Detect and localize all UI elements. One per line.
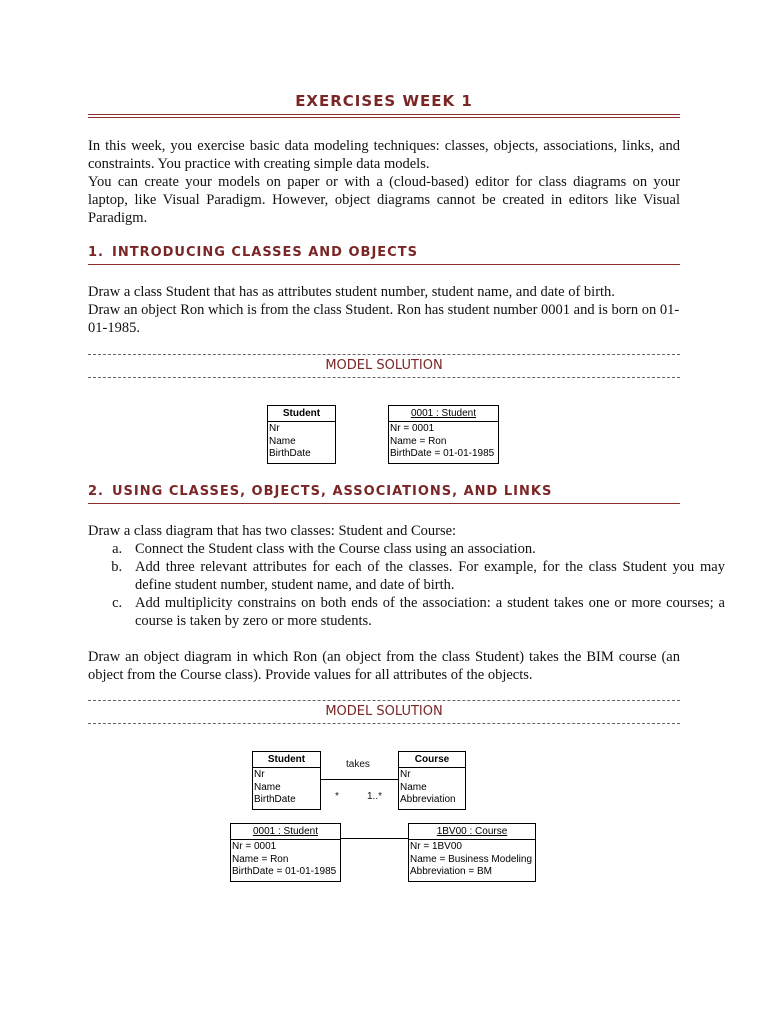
object-attributes <box>409 840 535 881</box>
association-name: takes <box>346 759 370 770</box>
section-1-paragraph-1: Draw a class Student that has as attributes student number, student name, and date of birth. <box>88 284 615 300</box>
intro-paragraph-1: In this week, you exercise basic data modeling techniques: classes, objects, associations, links, and constraints. You practice with creating simple data models. <box>88 138 680 172</box>
multiplicity-course-end: 1..* <box>367 791 383 802</box>
class-attributes <box>253 768 320 809</box>
object-name: 1BV00 : Course <box>409 824 535 840</box>
attribute-value: Nr = 0001 <box>390 423 435 434</box>
attribute-value: Name = Business Modeling <box>410 853 533 865</box>
section-2-task-list <box>88 540 725 630</box>
model-solution-1-label: MODEL SOLUTION <box>325 358 443 373</box>
list-item: c. Add multiplicity constrains on both ends of the association: a student takes one or more courses; a course is taken by zero or more students. <box>133 594 725 630</box>
class-name: Student <box>268 406 335 422</box>
multiplicity-student-end: * <box>335 791 339 802</box>
course-class-box <box>398 751 466 810</box>
model-solution-2-bottom-divider <box>88 723 680 724</box>
link-line <box>340 838 408 839</box>
section-1-number: 1. <box>88 245 104 260</box>
ron-object-box <box>230 823 341 882</box>
attribute: Nr <box>269 423 280 434</box>
section-1-title: INTRODUCING CLASSES AND OBJECTS <box>111 245 418 260</box>
attribute: Name <box>254 781 281 793</box>
attribute-value: Nr = 0001 <box>232 841 277 852</box>
page-title: EXERCISES WEEK 1 <box>295 92 473 110</box>
class-name: Course <box>399 752 465 768</box>
attribute-value: Nr = 1BV00 <box>410 841 462 852</box>
attribute: Name <box>269 435 296 447</box>
class-attributes <box>268 422 335 463</box>
bim-course-object-box <box>408 823 536 882</box>
object-attributes <box>389 422 498 463</box>
title-rule-top <box>88 114 680 115</box>
model-solution-2-top-divider <box>88 700 680 701</box>
student-class-box <box>267 405 336 464</box>
association-line <box>320 779 398 780</box>
title-rule-bottom <box>88 117 680 118</box>
model-solution-1-bottom-divider <box>88 377 680 378</box>
student-class-box <box>252 751 321 810</box>
section-1-heading <box>88 245 680 265</box>
attribute: BirthDate <box>254 794 296 805</box>
attribute-value: BirthDate = 01-01-1985 <box>390 448 495 459</box>
class-attributes <box>399 768 465 809</box>
attribute: BirthDate <box>269 448 311 459</box>
attribute: Abbreviation <box>400 794 456 805</box>
object-name: 0001 : Student <box>389 406 498 422</box>
attribute: Nr <box>254 769 265 780</box>
model-solution-1-top-divider <box>88 354 680 355</box>
section-2-heading <box>88 484 680 504</box>
section-2-paragraph: Draw an object diagram in which Ron (an object from the class Student) takes the BIM course (an object from the Course class). Provide values for all attributes of the objects. <box>88 649 680 683</box>
model-solution-2-label: MODEL SOLUTION <box>325 704 443 719</box>
attribute-value: Abbreviation = BM <box>410 866 492 877</box>
section-2-lead: Draw a class diagram that has two classes: Student and Course: <box>88 523 457 539</box>
class-name: Student <box>253 752 320 768</box>
attribute: Name <box>400 781 427 793</box>
attribute-value: Name = Ron <box>390 435 447 447</box>
intro-paragraph-2: You can create your models on paper or with a (cloud-based) editor for class diagrams on your laptop, like Visual Paradigm. However, object diagrams cannot be created in editors like Visual Paradigm. <box>88 174 680 226</box>
attribute-value: BirthDate = 01-01-1985 <box>232 866 337 877</box>
ron-object-box <box>388 405 499 464</box>
section-2-number: 2. <box>88 484 104 499</box>
object-attributes <box>231 840 340 881</box>
attribute-value: Name = Ron <box>232 853 289 865</box>
list-item: a. Connect the Student class with the Course class using an association. <box>133 540 725 558</box>
attribute: Nr <box>400 769 411 780</box>
list-item: b. Add three relevant attributes for each of the classes. For example, for the class Student you may define student number, student name, and date of birth. <box>133 558 725 594</box>
section-1-paragraph-2: Draw an object Ron which is from the class Student. Ron has student number 0001 and is born on 01-01-1985. <box>88 302 680 336</box>
object-name: 0001 : Student <box>231 824 340 840</box>
section-2-title: USING CLASSES, OBJECTS, ASSOCIATIONS, AND LINKS <box>111 484 553 499</box>
